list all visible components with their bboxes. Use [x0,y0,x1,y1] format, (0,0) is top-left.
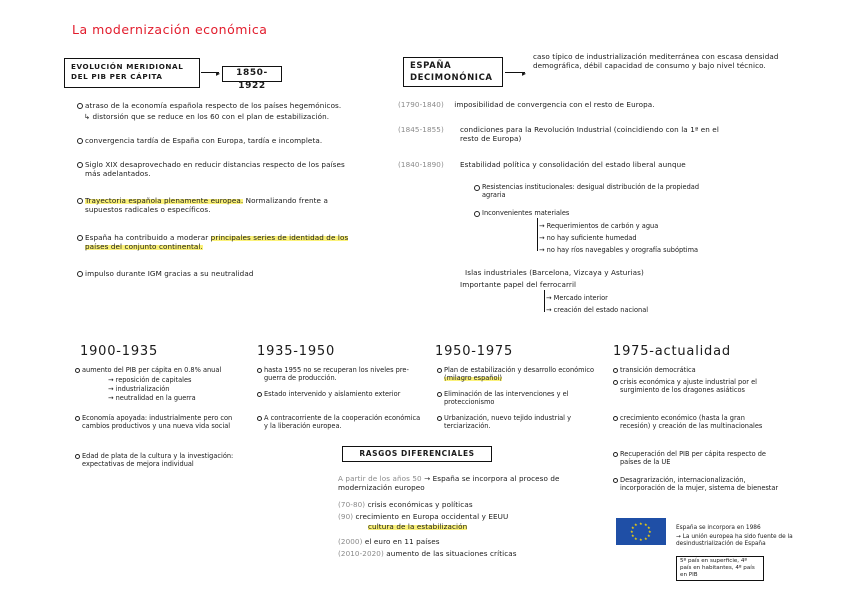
col1-item-3-text: Edad de plata de la cultura y la investigación: expectativas de mejora individual [82,452,234,468]
col3-item-2-text: Eliminación de las intervenciones y el proteccionismo [444,390,569,406]
islands-line2: Importante papel del ferrocarril [460,280,577,289]
period-3-years: (1840-1890) [398,160,444,169]
col3-item-1-highlight: (milagro español) [444,374,502,382]
period-row-3 [398,160,444,169]
period-3-text: Estabilidad política y consolidación del estado liberal aunque [460,160,686,169]
decimononica-line1: ESPAÑA [410,61,452,71]
col4-item-5-text: Desagrarización, internacionalización, incorporación de la mujer, sistema de bienestar [620,476,779,492]
materials-bracket [537,218,538,251]
period-row-1 [398,100,818,109]
col2-item-3 [264,414,424,430]
left-bullet-2 [85,136,375,145]
arrow-right-icon: → [539,222,545,230]
svg-text:★: ★ [644,536,648,541]
rail-item-1-text: Mercado interior [553,294,608,302]
period-heading-3: 1950-1975 [435,344,514,359]
svg-text:★: ★ [631,525,635,530]
arrow-right-icon: → [546,306,552,314]
col4-item-4-text: Recuperación del PIB per cápita respecto de países de la UE [620,450,766,466]
arrow-right-icon: → [539,246,545,254]
col1-sub-3: → neutralidad en la guerra [108,394,196,402]
col1-sub-2: → industrialización [108,385,170,393]
traits-line-3-years: (2000) [338,537,363,546]
decimononica-note: caso típico de industrialización mediterránea con escasa densidad demográfica, débil capacidad de consumo y bajo nivel técnico. [533,52,779,70]
period-1-text: imposibilidad de convergencia con el resto de Europa. [454,100,655,109]
period-heading-4: 1975-actualidad [613,344,731,359]
col2-item-3-text: A contracorriente de la cooperación económica y la liberación europea. [264,414,421,430]
material-1-text: Requerimientos de carbón y agua [546,222,659,230]
traits-line-2-text: crecimiento en Europa occidental y EEUU [355,512,509,521]
left-bullet-3-text: Siglo XIX desaprovechado en reducir distancias respecto de los países más adelantados. [85,160,345,178]
traits-line-1 [338,500,473,509]
col1-sub-2-text: industrialización [115,385,170,393]
col4-item-1 [620,366,780,374]
eu-note-2: → La unión europea ha sido fuente de la desindustrialización de España [676,534,793,547]
decimononica-arrow-head: ▸ [522,69,527,78]
svg-text:★: ★ [634,536,638,541]
arrow-right-icon: → [539,234,545,242]
eu-flag [616,518,666,545]
col2-item-2 [264,390,414,398]
material-1 [539,222,658,230]
traits-line-1-text: crisis económicas y políticas [367,500,473,509]
material-3 [539,246,698,254]
left-bullet-1 [85,101,375,110]
left-bullet-5-highlight: principales series de identidad de los países del conjunto continental. [85,233,349,251]
col1-item-3 [82,452,242,468]
traits-intro-text: → España se incorpora al proceso de modernización europeo [338,474,560,492]
left-bullet-4-text: Normalizando frente a supuestos radicales o específicos. [85,196,328,214]
pib-arrow-head: ▸ [216,69,221,78]
col2-item-1-text: hasta 1955 no se recuperan los niveles pre-guerra de producción. [264,366,409,382]
svg-text:★: ★ [631,533,635,538]
sub-bullet-1 [482,183,712,199]
return-arrow-icon: ↳ [84,112,91,121]
col1-item-2 [82,414,242,430]
col3-item-1 [444,366,604,382]
pib-title-text: EVOLUCIÓN MERIDIONAL DEL PIB PER CÁPITA [71,62,184,81]
eu-note-box: 5º país en superficie, 4º país en habitantes, 4º país en PIB [676,556,764,581]
col4-item-3 [620,414,770,430]
left-bullet-1-sub [84,112,374,121]
col4-item-2-text: crisis económica y ajuste industrial por el surgimiento de los dragones asiáticos [620,378,757,394]
col1-item-1 [82,366,252,374]
left-bullet-4-highlight: Trayectoria española plenamente europea. [85,196,244,205]
rail-item-2-text: creación del estado nacional [553,306,649,314]
col4-item-1-text: transición democrática [620,366,696,374]
page-title: La modernización económica [72,22,268,37]
traits-line-4-text: aumento de las situaciones críticas [386,549,517,558]
col3-item-3-text: Urbanización, nuevo tejido industrial y terciarización. [444,414,572,430]
svg-text:★: ★ [647,533,651,538]
col1-item-1-text: aumento del PIB per cápita en 0.8% anual [82,366,222,374]
left-bullet-1-sub-text: distorsión que se reduce en los 60 con el plan de estabilización. [92,112,330,121]
sub-bullet-2 [482,209,712,217]
col1-sub-3-text: neutralidad en la guerra [115,394,196,402]
col3-item-1-text: Plan de estabilización y desarrollo económico [444,366,595,374]
left-bullet-5 [85,233,365,251]
traits-line-4 [338,549,517,558]
svg-text:★: ★ [639,537,643,542]
left-bullet-5-text: España ha contribuido a moderar [85,233,211,242]
traits-intro [338,474,578,492]
svg-text:★: ★ [647,525,651,530]
col2-item-1 [264,366,424,382]
col4-item-5 [620,476,788,492]
decimononica-line2: DECIMONÓNICA [410,73,493,83]
col4-item-4 [620,450,780,466]
col1-sub-1-text: reposición de capitales [115,376,192,384]
traits-line-4-years: (2010-2020) [338,549,384,558]
decimononica-box [403,57,503,87]
arrow-right-icon: → [546,294,552,302]
svg-text:★: ★ [648,529,652,534]
col1-item-2-text: Economía apoyada: industrialmente pero con cambios productivos y una nueva vida social [82,414,233,430]
material-3-text: no hay ríos navegables y orografía subóptima [546,246,699,254]
traits-line-3 [338,537,440,546]
rail-bracket [544,290,545,312]
islands-line1: Islas industriales (Barcelona, Vizcaya y Asturias) [465,268,644,277]
col2-item-2-text: Estado intervenido y aislamiento exterior [264,390,401,398]
traits-line-2-highlight: cultura de la estabilización [368,522,468,531]
period-1-years: (1790-1840) [398,100,444,109]
period-heading-1: 1900-1935 [80,344,159,359]
eu-note-1: España se incorpora en 1986 [676,525,761,531]
left-bullet-6 [85,269,365,278]
traits-box: RASGOS DIFERENCIALES [342,446,492,462]
sub-bullet-1-text: Resistencias institucionales: desigual distribución de la propiedad agraria [482,183,700,199]
traits-intro-grey: A partir de los años 50 [338,474,422,483]
traits-line-1-years: (70-80) [338,500,366,509]
svg-text:★: ★ [634,522,638,527]
col4-item-3-text: crecimiento económico (hasta la gran recesión) y creación de las multinacionales [620,414,763,430]
col1-sub-1: → reposición de capitales [108,376,192,384]
period-heading-2: 1935-1950 [257,344,336,359]
left-bullet-1-text: atraso de la economía española respecto de los países hegemónicos. [85,101,342,110]
traits-line-2b [368,522,467,531]
left-bullet-4 [85,196,365,214]
svg-text:★: ★ [639,521,643,526]
col4-item-2 [620,378,780,394]
svg-text:★: ★ [644,522,648,527]
sub-bullet-2-text: Inconvenientes materiales [482,209,570,217]
traits-line-3-text: el euro en 11 países [364,537,440,546]
rail-item-1 [546,294,608,302]
material-2-text: no hay suficiente humedad [546,234,637,242]
period-2-years: (1845-1855) [398,125,444,134]
left-bullet-3 [85,160,360,178]
col3-item-3 [444,414,594,430]
traits-line-2-years: (90) [338,512,354,521]
period-2-text: condiciones para la Revolución Industrial (coincidiendo con la 1ª en el resto de Europa) [460,125,719,143]
col3-item-2 [444,390,594,406]
svg-text:★: ★ [630,529,634,534]
traits-line-2 [338,512,588,521]
eu-stars-icon [616,518,666,545]
left-bullet-2-text: convergencia tardía de España con Europa, tardía e incompleta. [85,136,323,145]
pib-title-box [64,58,200,88]
left-bullet-6-text: impulso durante IGM gracias a su neutralidad [85,269,254,278]
date-box: 1850-1922 [222,66,282,82]
rail-item-2 [546,306,648,314]
material-2 [539,234,637,242]
